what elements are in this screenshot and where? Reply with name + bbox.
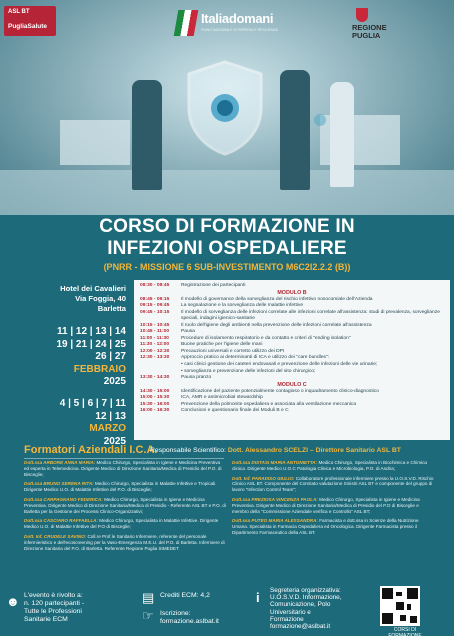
- mar-month: MARZO: [89, 423, 126, 434]
- schedule-desc: ICA, AMR e antimicrobial stewardship: [181, 395, 263, 401]
- trainer-entry: [24, 497, 226, 514]
- signup-label: Iscrizione:: [160, 610, 191, 617]
- schedule-time: 09:15 - 09:45: [140, 303, 170, 309]
- schedule-time: 12:00 - 12:30: [140, 348, 170, 354]
- trainer-entry: [24, 518, 226, 530]
- dates-march: [2, 398, 132, 448]
- mar-days-row: 4 | 5 | 6 | 7 | 11: [59, 398, 126, 409]
- schedule-time: 15:00 - 15:30: [140, 395, 170, 401]
- trainer-name: Dott.ssa CASCIARO RAFFAELLA:: [24, 518, 99, 524]
- feb-days-row: 19 | 21 | 24 | 25: [56, 338, 126, 350]
- asl-logo-name: PugliaSalute: [8, 22, 52, 31]
- schedule-time: 10:15 - 10:45: [140, 322, 170, 328]
- mar-year: 2025: [103, 435, 126, 447]
- module-b-heading: MODULO B: [277, 289, 307, 296]
- schedule-time: 08:30 - 08:45: [140, 283, 170, 288]
- schedule-desc: Conclusioni e questionario finale dei Moduli B e C: [181, 408, 289, 414]
- schedule-time: 14:30 - 15:00: [140, 388, 170, 394]
- module-c-heading: MODULO C: [277, 381, 307, 388]
- divider: [24, 458, 224, 459]
- qr-label: CORSI DI FORMAZIONE: [388, 627, 422, 636]
- trainer-entry: [232, 518, 434, 535]
- schedule-time: 13:30 - 14:30: [140, 375, 170, 381]
- schedule-row: [140, 408, 444, 415]
- course-title-line2: INFEZIONI OSPEDALIERE: [107, 238, 347, 259]
- hand-icon: ☞: [142, 608, 154, 623]
- schedule-desc: Il modello di sorveglianza delle infezioni correlate alle infezioni correlate all'assistenza: studi di prevalenza, sorveglianze speciali, indagini igienico-sanitarie: [181, 309, 440, 322]
- schedule-desc: Pausa: [181, 329, 195, 335]
- venue-address: [12, 284, 132, 314]
- trainer-name: Dott.ssa DISTASI MARIA ANTONIETTA:: [232, 460, 318, 465]
- italy-flag-icon: [174, 10, 199, 36]
- trainer-desc: Coll.re Prof.le Sanitario Infermiere, referente del personale infermieristico e dell'ecoscreening per la Vaso-Emergenza M.E.U. del P.O. di Barletta. Infermiere di Direzione Sanitaria del P.O. di Barletta. Referente Regione Puglia SIMEDET: [24, 533, 225, 551]
- schedule-desc: Procedure di isolamento respiratorio e da contatto e criteri di "ending isolation": [181, 335, 351, 341]
- doctor-figure: [132, 80, 162, 190]
- trainer-name: Dott.ssa BRUNO SERENA RITA:: [24, 481, 94, 487]
- monitor-icon: ▤: [142, 590, 155, 605]
- schedule-time: 10:45 - 11:00: [140, 329, 170, 335]
- trainers-list: [24, 460, 434, 590]
- course-title-line1: CORSO DI FORMAZIONE IN: [99, 216, 355, 237]
- trainer-name: Dott. Inf. PARADISO GIULIO:: [232, 475, 295, 481]
- info-icon: i: [256, 590, 260, 605]
- trainer-desc: Medico Chirurgo, Specialista in Malattie Infettive e Tropicali. Dirigente Medico U.O. di Malattie Infettive del P.O. di Bisceglie;: [24, 481, 217, 493]
- schedule-row: [140, 310, 444, 323]
- schedule-time: 08:45 - 09:15: [140, 296, 170, 302]
- schedule-desc: Precauzioni universali e corretto utilizzo dei DPI: [181, 348, 285, 354]
- schedule-time: 15:30 - 16:00: [140, 401, 170, 407]
- trainer-name: Dott.ssa PREZIOSA VINCENZA PAOLA:: [232, 496, 318, 502]
- schedule-time: 12:30 - 13:30: [140, 355, 170, 361]
- schedule-time: 09:45 - 10:15: [140, 309, 170, 315]
- dates-february: [2, 326, 132, 389]
- schedule-desc: Buone pratiche per l'igiene delle mani: [181, 342, 263, 348]
- trainer-desc: Medico Chirurgo, Specialista in Igiene e Medicina Preventiva ed esperta in Telemedicina. Dirigente Medico di Direzione Sanitaria/Medica di Presidio del P.O. di Bisceglie;: [24, 460, 222, 477]
- regione-puglia-text: REGIONE PUGLIA: [352, 23, 387, 40]
- people-icon: ☻: [6, 594, 20, 609]
- trainer-desc: Medico Chirurgo, Specialista in Biochimica e Chimica clinica. Dirigente Medico U.O.C Patologia Clinica e Microbiologia, P.O. di Andria;: [232, 460, 427, 471]
- mar-days-row: 12 | 13: [95, 410, 126, 422]
- schedule-subitem: • casi clinici gestione dei cateteri endovasali e prevenzione delle infezioni delle vie urinarie;: [181, 362, 378, 368]
- trainers-title: Formatori Aziendali I.C.A.: [24, 444, 158, 456]
- trainer-desc: Medico Chirurgo, Specialista in Igiene e Medicina Preventiva. Dirigente Medico di Direzione Sanitaria/Medica di Presidio - Referente ASL BT e P.O. di Barletta per la Gestione dei Processi Clinico-Organizzativi;: [24, 496, 226, 514]
- schedule-desc: Il ruolo dell'igiene degli ambienti nella prevenzione delle infezioni correlate all'assistenza: [181, 322, 372, 328]
- feb-days-row: 26 | 27: [95, 351, 126, 362]
- schedule-subitem: • sorveglianza e prevenzione delle infezioni del sito chirurgico;: [181, 368, 316, 374]
- trainers-column-left: [24, 460, 226, 555]
- schedule-desc: Il modello di governance della sorveglianza del rischio infettivo nosocomiale dell'Azienda: [181, 296, 373, 302]
- trainer-desc: Medico Chirurgo, Specialista in Malattie Infettive. Dirigente Medico U.O. di Malattie Infettive del P.O di Bisceglie;: [24, 518, 219, 530]
- scientific-responsible: [150, 447, 401, 454]
- schedule-desc: Pausa pranzo: [181, 375, 212, 381]
- signup-link[interactable]: formazione.aslbat.it: [160, 618, 219, 625]
- trainer-entry: [24, 481, 226, 493]
- trainer-name: Dott. Inf. CRUDELE SAVINO:: [24, 533, 87, 539]
- course-title-block: [0, 216, 454, 270]
- feb-year: 2025: [103, 376, 126, 387]
- trainer-entry: [24, 460, 226, 477]
- trainer-entry: [232, 497, 434, 514]
- trainer-desc: Medico Chirurgo, Specialista in Igiene e Medicina Preventiva. Dirigente Medico di Direzione Sanitaria/Medica di Presidio del P.O di Bisceglie e membro della "Commissione Aziendale verifica e Controllo" ASL BT;: [232, 496, 420, 514]
- italiadomani-subtitle: PIANO NAZIONALE DI RIPRESA E RESILIENZA: [201, 28, 279, 32]
- program-schedule: [134, 280, 450, 440]
- trainer-entry: [24, 534, 226, 551]
- trainer-desc: Collaboratore professionale infermiere presso la U.O.S.V.D. Rischio Clinico ASL BT. Componente del Comitato valutazione Sinistri ASL BT e componente del gruppo di lavoro "Infection Control Team";: [232, 475, 434, 493]
- trainer-name: Dott.ssa PUTEO MARIA ALESSANDRA:: [232, 518, 318, 524]
- shield-icon: [185, 60, 265, 156]
- schedule-desc: Prevenzione della polmonite ospedaliera e associata alla ventilazione meccanica: [181, 401, 357, 407]
- regione-puglia-logo: [352, 8, 412, 44]
- schedule-time: 11:00 - 11:30: [140, 335, 169, 341]
- secretariat-info: Segreteria organizzativa: U.O.S.V.D. Informazione, Comunicazione, Polo Universitario e Formazione formazione@aslbat.it: [270, 587, 342, 631]
- schedule-time: 16:00 - 16:30: [140, 408, 170, 414]
- italiadomani-title: Italiadomani: [201, 11, 274, 26]
- qr-code[interactable]: [380, 586, 420, 626]
- schedule-desc: Registrazione dei partecipanti: [181, 283, 246, 288]
- trainer-entry: [232, 460, 434, 472]
- audience-info: L'evento è rivolto a: n. 120 partecipanti - Tutte le Professioni Sanitarie ECM: [24, 592, 85, 623]
- venue-city: Barletta: [97, 304, 126, 313]
- puglia-crest-icon: [356, 8, 368, 22]
- schedule-desc: Approccio pratico ai determinanti di ICA e utilizzo dei "care bundles":: [181, 355, 330, 361]
- hero-image: [0, 0, 454, 215]
- venue-name: Hotel dei Cavalieri: [60, 284, 126, 293]
- asl-logo: [4, 6, 56, 36]
- trainer-desc: Farmacista e dott.ssa in Scienze della Nutrizione Umana. Specialista in Farmacia Ospedaliera ed Oncologica. Dirigente Farmacista presso il Dipartimento Farmaceutico della ASL BT.: [232, 518, 419, 535]
- course-subtitle: (PNRR - MISSIONE 6 SUB-INVESTIMENTO M6C2I2.2.2 (B)): [103, 262, 351, 272]
- feb-days-row: 11 | 12 | 13 | 14: [56, 326, 126, 337]
- venue-street: Via Foggia, 40: [75, 294, 126, 303]
- doctor-figure: [280, 70, 310, 190]
- asl-logo-line: ASL BT: [8, 9, 30, 15]
- doctor-figure: [330, 82, 354, 187]
- trainer-name: Dott.ssa ARBORE ANNA MARIA:: [24, 460, 96, 465]
- trainer-name: Dott.ssa CARPAGNANO FEDERICA:: [24, 496, 103, 502]
- schedule-time: 11:30 - 12:00: [140, 342, 170, 348]
- ecm-credits: Crediti ECM: 4,2: [160, 592, 210, 599]
- resp-name: Dott. Alessandro SCELZI – Direttore Sanitario ASL BT: [227, 447, 401, 454]
- trainers-column-right: [232, 460, 434, 540]
- feb-month: FEBBRAIO: [73, 363, 126, 375]
- trainer-entry: [232, 476, 434, 493]
- schedule-desc: La segnalazione e la sorveglianza delle malattie infettive: [181, 303, 304, 309]
- italiadomani-logo: [176, 8, 286, 42]
- resp-label: Responsabile Scientifico:: [150, 447, 226, 454]
- schedule-desc: Identificazione del paziente potenzialmente contagioso o inquadramento clinico-diagnostico: [181, 388, 379, 394]
